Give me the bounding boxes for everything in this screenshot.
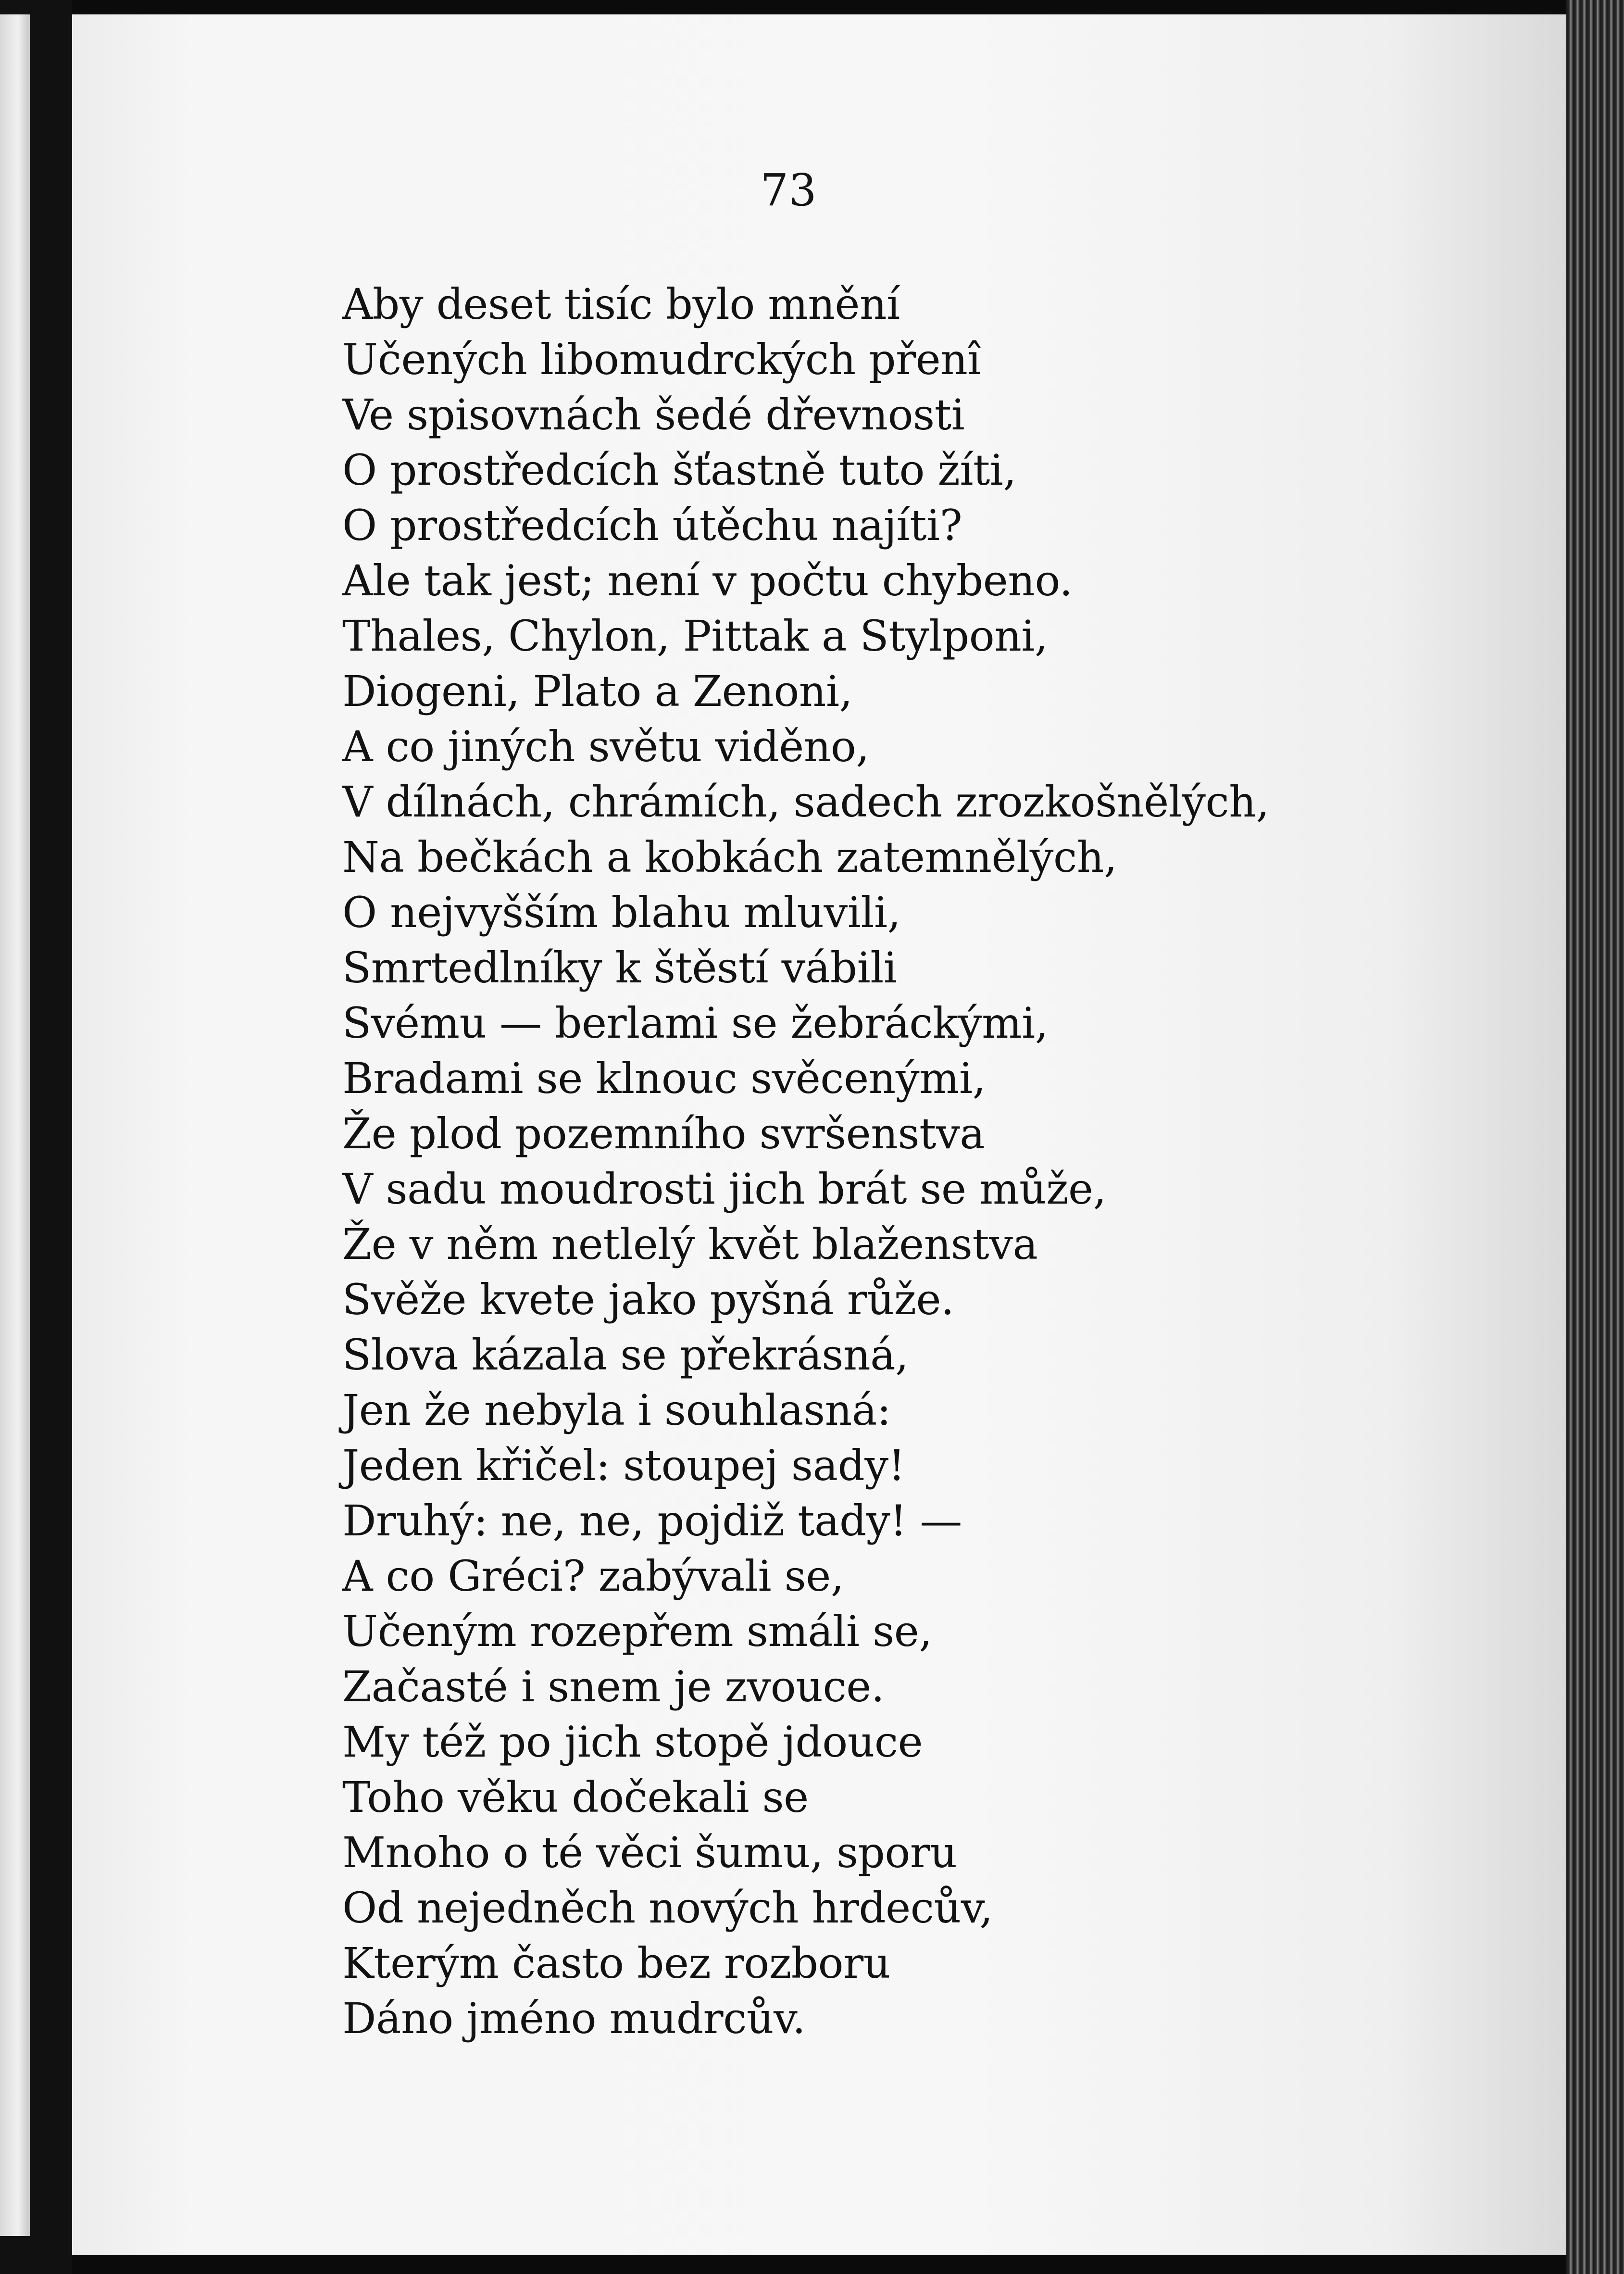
page-stack-edge (1566, 0, 1624, 2274)
poem-line: Mnoho o té věci šumu, sporu (342, 1828, 957, 1877)
poem-line: Začasté i snem je zvouce. (342, 1662, 885, 1711)
poem-line: Ve spisovnách šedé dřevnosti (342, 390, 965, 440)
poem-line: Že plod pozemního svršenstva (342, 1109, 985, 1158)
poem-line: Kterým často bez rozboru (342, 1938, 890, 1988)
poem-line: Svému — berlami se žebráckými, (342, 998, 1049, 1048)
poem-line: Ale tak jest; není v počtu chybeno. (342, 556, 1073, 605)
poem-text (342, 276, 1352, 2046)
poem-line: Druhý: ne, ne, pojdiž tady! — (342, 1496, 962, 1545)
poem-line: O prostředcích útěchu najíti? (342, 501, 962, 550)
previous-leaf-edge (0, 14, 30, 2236)
poem-line: Jen že nebyla i souhlasná: (342, 1385, 891, 1435)
poem-line: Svěže kvete jako pyšná růže. (342, 1275, 954, 1324)
poem-line: Bradami se klnouc svěcenými, (342, 1054, 986, 1103)
poem-line: Od nejedněch nových hrdecův, (342, 1883, 993, 1933)
poem-line: Toho věku dočekali se (342, 1772, 809, 1822)
poem-line: Jeden křičel: stoupej sady! (342, 1441, 905, 1490)
poem-line: O prostředcích šťastně tuto žíti, (342, 445, 1016, 495)
poem-line: My též po jich stopě jdouce (342, 1717, 923, 1767)
poem-line: Učených libomudrckých přenî (342, 335, 981, 384)
page-number: 73 (760, 164, 817, 216)
poem-line: V dílnách, chrámích, sadech zrozkošnělých, (342, 777, 1269, 827)
poem-line: Thales, Chylon, Pittak a Stylponi, (342, 611, 1048, 661)
poem-line: Že v něm netlelý květ blaženstva (342, 1219, 1038, 1269)
poem-line: Učeným rozepřem smáli se, (342, 1607, 932, 1656)
poem-line: A co jiných světu viděno, (342, 722, 869, 771)
poem-line: O nejvyšším blahu mluvili, (342, 888, 901, 937)
poem-line: V sadu moudrosti jich brát se může, (342, 1164, 1107, 1214)
poem-line: Diogeni, Plato a Zenoni, (342, 666, 853, 716)
poem-line: Dáno jméno mudrcův. (342, 1994, 806, 2043)
poem-line: Na bečkách a kobkách zatemnělých, (342, 832, 1117, 882)
poem-line: A co Gréci? zabývali se, (342, 1551, 844, 1601)
poem-line: Slova kázala se překrásná, (342, 1330, 909, 1380)
poem-line: Aby deset tisíc bylo mnění (342, 279, 900, 329)
poem-line: Smrtedlníky k štěstí vábili (342, 943, 897, 993)
